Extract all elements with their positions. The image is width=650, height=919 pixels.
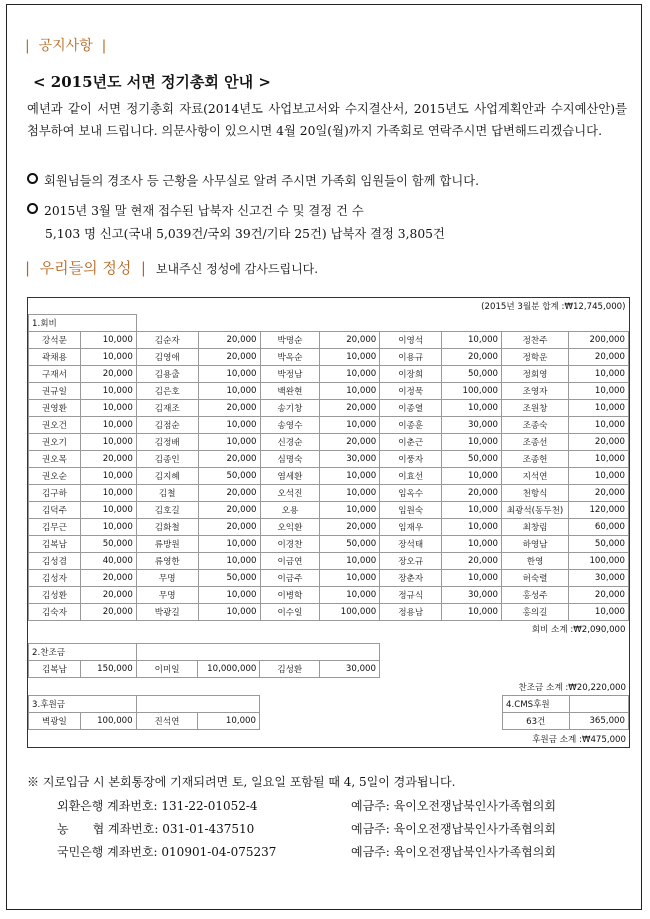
donor-amount: 100,000 [569,553,629,570]
donor-name: 구재서 [29,366,81,383]
stats-detail: 5,103 명 신고(국내 5,039건/국외 39건/기타 25건) 납북자 결정 3,805건 [45,227,445,241]
donor-name: 이효선 [380,468,442,485]
donor-name: 조원창 [502,400,569,417]
table-row [29,332,629,349]
donor-amount: 20,000 [569,434,629,451]
bullet-news-text: 회원님들의 경조사 등 근황을 사무실로 알려 주시면 가족회 임원들이 함께 합니다. [44,174,479,188]
donor-amount: 60,000 [569,519,629,536]
donor-name: 김재조 [136,400,198,417]
donor-amount: 10,000 [198,383,260,400]
account-holder: 예금주: 육이오전쟁납북인사가족협의회 [351,822,556,836]
donor-name: 류영한 [136,553,198,570]
donor-name: 정규식 [380,587,442,604]
donor-amount: 20,000 [320,400,380,417]
donor-name: 송영수 [260,417,320,434]
donor-amount: 10,000 [320,417,380,434]
donor-name: 천항식 [502,485,569,502]
donor-name: 오익환 [260,519,320,536]
donor-amount: 10,000 [198,536,260,553]
donor-name: 강석문 [29,332,81,349]
donor-name: 이금주 [260,570,320,587]
donor-amount: 20,000 [80,604,136,621]
donor-amount: 10,000 [80,400,136,417]
donor-amount: 10,000 [320,349,380,366]
donor-amount: 10,000 [442,570,502,587]
table-row [29,570,629,587]
donation-section-header: | 우리들의 정성 | 보내주신 정성에 감사드립니다. [25,259,319,277]
donor-name: 권오목 [29,451,81,468]
donor-amount: 10,000 [569,451,629,468]
donor-amount: 10,000 [442,434,502,451]
donor-name: 장석태 [380,536,442,553]
support-donor-name: 진석연 [136,713,198,730]
donor-amount: 10,000 [442,468,502,485]
table-row [29,349,629,366]
donor-name: 지석연 [502,468,569,485]
donor-name: 김덕주 [29,502,81,519]
donor-name: 임재우 [380,519,442,536]
donor-amount: 10,000 [198,553,260,570]
account-bank: 국민은행 계좌번호: 010901-04-075237 [57,845,277,859]
donor-amount: 20,000 [80,570,136,587]
donor-name: 허숙렬 [502,570,569,587]
bullet-stats [27,201,364,219]
donor-name: 김지혜 [136,468,198,485]
donor-amount: 10,000 [320,485,380,502]
donor-name: 이영석 [380,332,442,349]
donor-amount: 20,000 [320,332,380,349]
donor-amount: 10,000 [80,332,136,349]
donor-amount: 10,000 [80,383,136,400]
donor-name: 임옥수 [380,485,442,502]
donor-name: 백완현 [260,383,320,400]
donor-amount: 20,000 [569,349,629,366]
donor-name: 김성자 [29,570,81,587]
cms-label: 4.CMS후원 [503,696,570,713]
donor-amount: 10,000 [569,417,629,434]
notice-title: < 2015년도 서면 정기총회 안내 > [33,73,271,91]
circle-bullet-icon [27,173,38,184]
special-donor-name: 김복남 [29,661,81,678]
donor-name: 김종인 [136,451,198,468]
special-donor-amount: 150,000 [80,661,136,678]
donor-name: 박광길 [136,604,198,621]
donor-amount: 20,000 [320,519,380,536]
donor-name: 정용남 [380,604,442,621]
donor-name: 권오건 [29,417,81,434]
donor-name: 하영남 [502,536,569,553]
donor-amount: 10,000 [320,570,380,587]
cms-count: 63건 [503,713,570,730]
donor-name: 이종훈 [380,417,442,434]
donor-amount: 20,000 [442,485,502,502]
donor-name: 이종열 [380,400,442,417]
donor-amount: 10,000 [320,553,380,570]
circle-bullet-icon [27,203,38,214]
donor-amount: 10,000 [198,366,260,383]
donor-amount: 20,000 [198,519,260,536]
table-row [29,468,629,485]
donor-name: 이병학 [260,587,320,604]
donor-amount: 30,000 [442,417,502,434]
donor-amount: 10,000 [198,434,260,451]
donor-name: 장춘자 [380,570,442,587]
donor-amount: 20,000 [198,485,260,502]
table-row [29,366,629,383]
donor-name: 송기창 [260,400,320,417]
donor-name: 박정남 [260,366,320,383]
donor-amount: 10,000 [80,434,136,451]
donor-name: 오석진 [260,485,320,502]
donor-name: 박옥순 [260,349,320,366]
donor-amount: 10,000 [442,400,502,417]
donor-amount: 100,000 [442,383,502,400]
table-row [29,451,629,468]
donor-amount: 10,000 [569,366,629,383]
special-donor-amount: 10,000,000 [198,661,260,678]
donor-amount: 50,000 [442,366,502,383]
donor-name: 김순자 [136,332,198,349]
donor-name: 권영환 [29,400,81,417]
notice-header-text: 공지사항 [38,38,93,54]
donor-amount: 100,000 [320,604,380,621]
bullet-stats-text: 2015년 3월 말 현재 접수된 납북자 신고건 수 및 결정 건 수 [44,204,364,218]
donor-name: 김점순 [136,417,198,434]
donor-name: 최광석(동두천) [502,502,569,519]
donor-name: 곽채용 [29,349,81,366]
support-subtotal: 후원금 소계 :₩475,000 [532,735,626,745]
donor-name: 이용규 [380,349,442,366]
support-table [28,695,260,730]
donor-name: 이수일 [260,604,320,621]
donor-amount: 30,000 [569,570,629,587]
membership-rows [29,332,629,621]
donor-name: 심명숙 [260,451,320,468]
donor-amount: 10,000 [198,587,260,604]
donor-name: 박명순 [260,332,320,349]
donor-amount: 10,000 [320,587,380,604]
footnote: ※ 지로입금 시 본회통장에 기재되려면 토, 일요일 포함될 때 4, 5일이 경과됩니다. [27,775,456,789]
donor-amount: 10,000 [442,332,502,349]
donor-name: 권오순 [29,468,81,485]
donor-name: 정찬주 [502,332,569,349]
donor-name: 김은호 [136,383,198,400]
special-subtotal: 찬조금 소계 :₩20,220,000 [518,683,626,693]
donor-name: 김구하 [29,485,81,502]
donor-name: 김무근 [29,519,81,536]
donor-amount: 50,000 [198,468,260,485]
cms-amount: 365,000 [569,713,628,730]
donor-amount: 10,000 [442,519,502,536]
donor-amount: 20,000 [442,349,502,366]
table-row [29,587,629,604]
donor-amount: 10,000 [569,400,629,417]
donor-amount: 20,000 [198,502,260,519]
donor-amount: 20,000 [442,553,502,570]
donor-amount: 10,000 [320,502,380,519]
donor-amount: 50,000 [442,451,502,468]
donation-thanks: 보내주신 정성에 감사드립니다. [155,262,319,276]
donor-name: 김용출 [136,366,198,383]
donor-name: 김정배 [136,434,198,451]
donor-name: 권오기 [29,434,81,451]
donor-amount: 10,000 [320,468,380,485]
donor-name: 김숙자 [29,604,81,621]
donor-amount: 20,000 [80,587,136,604]
donor-amount: 50,000 [569,536,629,553]
donor-name: 정학운 [502,349,569,366]
donor-name: 이정묵 [380,383,442,400]
donor-amount: 200,000 [569,332,629,349]
donor-name: 정회영 [502,366,569,383]
donor-amount: 50,000 [198,570,260,587]
donor-name: 김복남 [29,536,81,553]
donor-amount: 50,000 [80,536,136,553]
donor-name: 신경순 [260,434,320,451]
donor-name: 류방원 [136,536,198,553]
account-bank: 외환은행 계좌번호: 131-22-01052-4 [57,799,258,813]
donor-amount: 10,000 [198,604,260,621]
account-holder: 예금주: 육이오전쟁납북인사가족협의회 [351,799,556,813]
table-row [29,502,629,519]
table-row [29,604,629,621]
donor-name: 오용 [260,502,320,519]
donor-name: 이금연 [260,553,320,570]
donor-amount: 20,000 [198,332,260,349]
donor-amount: 20,000 [569,485,629,502]
notice-page [6,4,642,910]
account-bank: 농 협 계좌번호: 031-01-437510 [57,822,255,836]
donation-header-text: 우리들의 정성 [39,259,132,277]
donor-name: 김철 [136,485,198,502]
table-row [29,434,629,451]
notice-section-header: | 공지사항 | [25,38,107,54]
donor-name: 무명 [136,570,198,587]
membership-table [28,298,629,637]
donor-name: 홍성주 [502,587,569,604]
donor-amount: 10,000 [198,417,260,434]
donor-amount: 20,000 [320,434,380,451]
donor-name: 임원숙 [380,502,442,519]
donor-amount: 10,000 [569,383,629,400]
donor-amount: 20,000 [80,451,136,468]
support-donor-amount: 100,000 [80,713,136,730]
donor-name: 조종숙 [502,417,569,434]
donor-name: 조종헌 [502,451,569,468]
notice-body: 예년과 같이 서면 정기총회 자료(2014년도 사업보고서와 수지결산서, 2015년도 사업계획안과 수지예산안)를 첨부하여 보내 드립니다. 의문사항이 있으시면 4월 20일(월)까지 가족회로 연락주시면 답변해드리겠습니다. [27,102,627,138]
support-label: 3.후원금 [29,696,137,713]
donor-amount: 30,000 [442,587,502,604]
donor-name: 김성겸 [29,553,81,570]
table-row [29,417,629,434]
special-label: 2.찬조금 [29,644,137,661]
support-donor-name: 벽광일 [29,713,81,730]
donor-amount: 10,000 [80,468,136,485]
donor-amount: 10,000 [442,604,502,621]
donor-name: 이장희 [380,366,442,383]
cms-table [502,695,629,730]
donor-name: 김호길 [136,502,198,519]
donor-amount: 10,000 [80,519,136,536]
table-row [29,485,629,502]
donor-amount: 30,000 [320,451,380,468]
donor-amount: 20,000 [569,587,629,604]
donor-amount: 50,000 [320,536,380,553]
special-donor-name: 이미일 [136,661,198,678]
donor-amount: 20,000 [198,400,260,417]
table-row [29,553,629,570]
donor-amount: 10,000 [80,349,136,366]
donor-name: 김성환 [29,587,81,604]
donor-name: 조종선 [502,434,569,451]
special-donor-amount: 30,000 [320,661,380,678]
donor-name: 조영자 [502,383,569,400]
donor-amount: 10,000 [80,502,136,519]
donor-amount: 10,000 [569,604,629,621]
bullet-news [27,171,479,189]
special-donor-name: 김성환 [260,661,320,678]
membership-subtotal: 회비 소계 :₩2,090,000 [531,625,626,635]
donor-amount: 10,000 [442,502,502,519]
donor-amount: 120,000 [569,502,629,519]
donor-amount: 20,000 [198,349,260,366]
donor-name: 최창림 [502,519,569,536]
donor-amount: 10,000 [569,468,629,485]
membership-label: 1.회비 [29,315,137,332]
donor-name: 이춘근 [380,434,442,451]
donor-amount: 10,000 [320,366,380,383]
donor-amount: 40,000 [80,553,136,570]
account-holder: 예금주: 육이오전쟁납북인사가족협의회 [351,845,556,859]
table-row [29,400,629,417]
donor-name: 무명 [136,587,198,604]
donation-table [27,297,630,748]
table-row [29,519,629,536]
donor-name: 홍의길 [502,604,569,621]
donor-name: 장오규 [380,553,442,570]
table-row [29,383,629,400]
donor-name: 이경찬 [260,536,320,553]
donor-amount: 20,000 [80,366,136,383]
donor-name: 권규일 [29,383,81,400]
donor-name: 김영애 [136,349,198,366]
donor-name: 염세환 [260,468,320,485]
table-row [29,536,629,553]
donor-amount: 10,000 [320,383,380,400]
special-table [28,643,380,678]
donor-name: 한영 [502,553,569,570]
donor-name: 이풍자 [380,451,442,468]
donor-amount: 10,000 [442,536,502,553]
donor-name: 김화철 [136,519,198,536]
donor-amount: 10,000 [80,417,136,434]
total-label: (2015년 3월분 합계 :₩12,745,000) [481,302,626,312]
support-donor-amount: 10,000 [198,713,260,730]
donor-amount: 20,000 [198,451,260,468]
donor-amount: 10,000 [80,485,136,502]
